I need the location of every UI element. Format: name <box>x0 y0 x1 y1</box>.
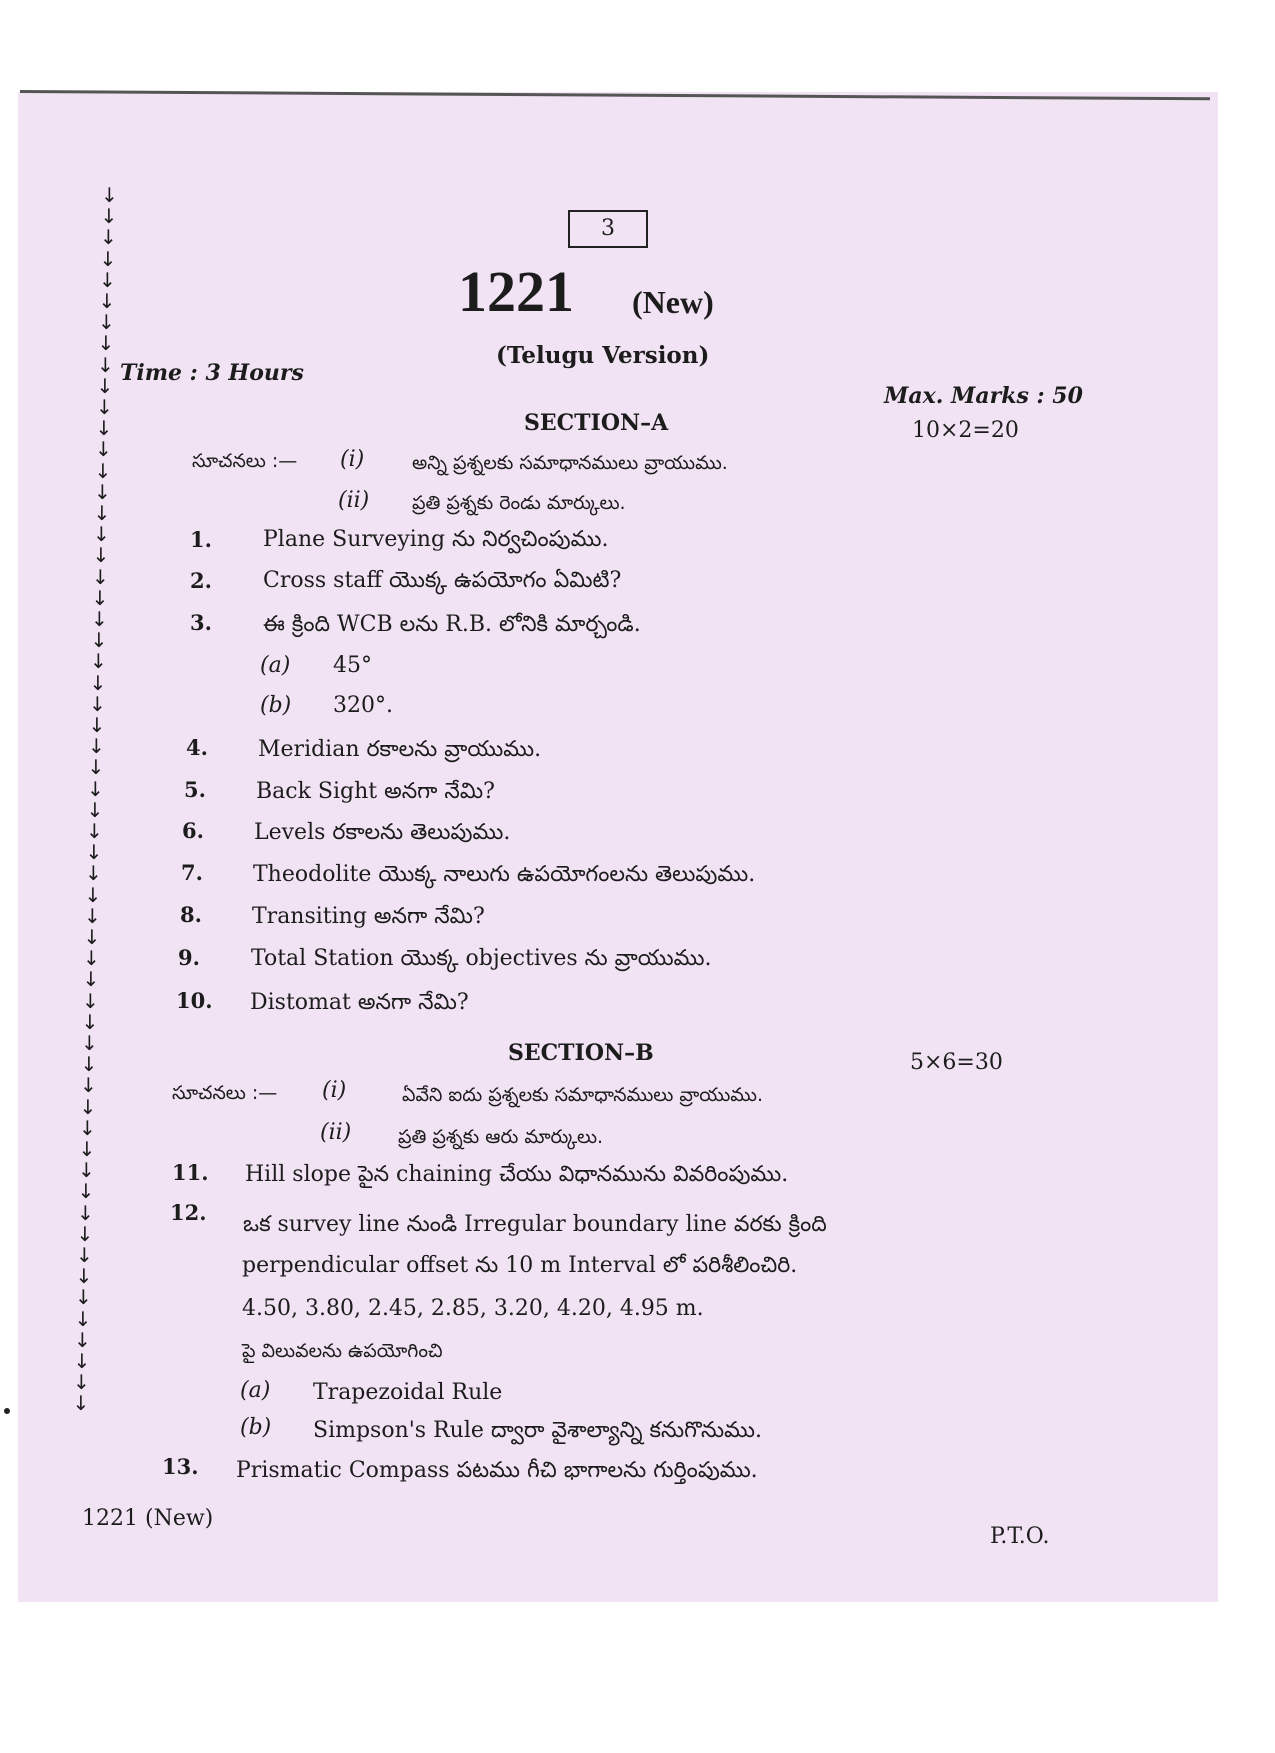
question-12a-label: (a) <box>240 1378 271 1403</box>
margin-arrow-icon: ↓ <box>85 861 102 886</box>
section-a-instructions-label: సూచనలు :— <box>192 450 298 472</box>
margin-arrow-icon: ↓ <box>88 734 105 759</box>
margin-arrow-icon: ↓ <box>98 289 116 313</box>
margin-arrow-icon: ↓ <box>86 797 104 822</box>
question-9: Total Station యొక్క objectives ను వ్రాయుము. <box>251 946 712 971</box>
margin-arrow-icon: ↓ <box>82 967 100 992</box>
version-label: (Telugu Version) <box>496 342 710 369</box>
question-number: 8. <box>180 902 202 927</box>
question-number: 1. <box>190 527 212 552</box>
question-7: Theodolite యొక్క నాలుగు ఉపయోగంలను తెలుపుము. <box>253 862 756 887</box>
question-number: 10. <box>176 988 213 1013</box>
paper-suffix: (New) <box>632 284 714 320</box>
margin-arrow-icon: ↓ <box>83 946 100 971</box>
paper-code: 1221 <box>458 259 574 324</box>
section-b-instruction-1: ఏవేని ఐదు ప్రశ్నలకు సమాధానములు వ్రాయుము. <box>402 1084 764 1106</box>
margin-arrow-icon: ↓ <box>80 1073 97 1098</box>
section-b-title: SECTION–B <box>508 1040 654 1066</box>
margin-arrow-icon: ↓ <box>91 607 108 631</box>
question-12-values: 4.50, 3.80, 2.45, 2.85, 3.20, 4.20, 4.95 m. <box>242 1296 704 1321</box>
margin-arrow-icon: ↓ <box>90 649 107 674</box>
question-12b: Simpson's Rule ద్వారా వైశాల్యాన్ని కనుగొనుము. <box>313 1418 762 1443</box>
question-number: 9. <box>178 945 200 970</box>
margin-arrow-icon: ↓ <box>90 628 108 653</box>
section-a-instruction-1-number: (i) <box>340 447 365 472</box>
margin-arrow-icon: ↓ <box>74 1327 91 1352</box>
question-3b: 320°. <box>333 693 393 718</box>
margin-arrow-icon: ↓ <box>99 246 117 271</box>
question-number: 2. <box>190 568 212 593</box>
section-a-instruction-2: ప్రతి ప్రశ్నకు రెండు మార్కులు. <box>412 492 626 514</box>
margin-arrow-icon: ↓ <box>97 331 115 356</box>
question-number: 3. <box>190 610 212 635</box>
margin-arrow-icon: ↓ <box>88 713 106 737</box>
question-8: Transiting అనగా నేమి? <box>252 904 485 929</box>
question-12-line-4: పై విలువలను ఉపయోగించి <box>242 1340 443 1362</box>
margin-arrow-icon: ↓ <box>78 1137 96 1161</box>
margin-arrow-icon: ↓ <box>87 755 105 780</box>
question-number: 7. <box>181 860 203 885</box>
margin-arrow-icon: ↓ <box>78 1158 95 1183</box>
margin-arrow-icon: ↓ <box>97 352 114 377</box>
margin-arrow-icon: ↓ <box>91 585 109 610</box>
section-a-marks: 10×2=20 <box>912 418 1019 443</box>
margin-arrow-icon: ↓ <box>76 1243 93 1267</box>
margin-arrow-icon: ↓ <box>100 225 117 250</box>
margin-arrow-icon: ↓ <box>81 1009 99 1034</box>
margin-arrow-icon: ↓ <box>94 458 112 483</box>
section-b-instruction-1-number: (i) <box>322 1078 347 1103</box>
margin-arrow-icon: ↓ <box>81 1031 98 1055</box>
margin-arrow-icon: ↓ <box>92 543 110 568</box>
time-label: Time : 3 Hours <box>120 360 304 386</box>
question-number: 6. <box>182 818 204 843</box>
margin-arrow-icon: ↓ <box>86 819 103 843</box>
section-a-instruction-2-number: (ii) <box>338 488 370 513</box>
margin-arrow-icon: ↓ <box>95 416 113 441</box>
footer-paper-code: 1221 (New) <box>82 1506 214 1531</box>
margin-arrow-icon: ↓ <box>85 840 103 865</box>
margin-arrow-icon: ↓ <box>101 183 118 207</box>
margin-arrow-icon: ↓ <box>94 479 111 504</box>
question-10: Distomat అనగా నేమి? <box>250 990 469 1015</box>
footer-pto: P.T.O. <box>990 1524 1050 1549</box>
question-number: 12. <box>170 1200 207 1225</box>
margin-arrow-icon: ↓ <box>79 1094 97 1119</box>
section-b-instructions-label: సూచనలు :— <box>172 1082 278 1104</box>
section-b-instruction-2: ప్రతి ప్రశ్నకు ఆరు మార్కులు. <box>398 1126 604 1148</box>
question-number: 4. <box>186 735 208 760</box>
question-11: Hill slope పైన chaining చేయు విధానమును వివరింపుము. <box>245 1162 789 1187</box>
exam-sheet <box>18 92 1218 1602</box>
question-2: Cross staff యొక్క ఉపయోగం ఏమిటి? <box>263 568 622 593</box>
margin-arrow-icon: ↓ <box>74 1306 92 1331</box>
margin-arrow-icon: ↓ <box>92 564 109 589</box>
margin-arrow-icon: ↓ <box>84 882 102 907</box>
section-a-title: SECTION–A <box>524 410 669 436</box>
question-12-line-2: perpendicular offset ను 10 m Interval లో పరిశీలించిరి. <box>242 1253 798 1278</box>
margin-arrow-icon: ↓ <box>96 373 114 398</box>
margin-arrow-icon: ↓ <box>73 1370 90 1395</box>
question-3a: 45° <box>333 653 372 678</box>
margin-arrow-icon: ↓ <box>89 691 106 716</box>
margin-arrow-icon: ↓ <box>96 395 113 419</box>
question-5: Back Sight అనగా నేమి? <box>256 779 495 804</box>
margin-arrow-icon: ↓ <box>98 310 115 335</box>
margin-arrow-icon: ↓ <box>80 1052 98 1077</box>
question-3a-label: (a) <box>260 653 291 678</box>
question-1: Plane Surveying ను నిర్వచింపుము. <box>263 527 609 552</box>
margin-arrow-icon: ↓ <box>82 988 99 1013</box>
margin-arrow-icon: ↓ <box>93 522 110 547</box>
question-13: Prismatic Compass పటము గీచి భాగాలను గుర్తింపుము. <box>236 1458 758 1483</box>
margin-arrow-icon: ↓ <box>95 437 112 462</box>
margin-arrow-icon: ↓ <box>87 776 104 801</box>
max-marks-label: Max. Marks : 50 <box>884 383 1083 409</box>
question-12b-label: (b) <box>240 1415 272 1440</box>
margin-arrow-icon: ↓ <box>77 1179 95 1204</box>
margin-arrow-icon: ↓ <box>93 501 111 525</box>
question-number: 13. <box>162 1454 199 1479</box>
question-number: 11. <box>172 1160 209 1185</box>
section-b-instruction-2-number: (ii) <box>320 1120 352 1145</box>
question-4: Meridian రకాలను వ్రాయుము. <box>258 737 542 762</box>
section-a-instruction-1: అన్ని ప్రశ్నలకు సమాధానములు వ్రాయుము. <box>412 452 728 474</box>
question-number: 5. <box>184 777 206 802</box>
margin-arrow-icon: ↓ <box>83 925 101 949</box>
margin-arrow-icon: ↓ <box>84 903 101 928</box>
margin-dot <box>4 1408 10 1414</box>
margin-arrow-icon: ↓ <box>89 670 107 695</box>
margin-arrow-icon: ↓ <box>72 1391 90 1416</box>
question-12-line-1: ఒక survey line నుండి Irregular boundary line వరకు క్రింది <box>243 1212 827 1237</box>
margin-arrow-icon: ↓ <box>79 1115 96 1140</box>
margin-arrow-icon: ↓ <box>75 1264 93 1289</box>
section-b-marks: 5×6=30 <box>910 1050 1003 1075</box>
margin-arrow-icon: ↓ <box>77 1200 94 1225</box>
question-3b-label: (b) <box>260 693 292 718</box>
page-number-box: 3 <box>568 210 648 248</box>
margin-arrow-icon: ↓ <box>73 1349 91 1373</box>
question-12a: Trapezoidal Rule <box>313 1380 503 1405</box>
margin-arrow-icon: ↓ <box>76 1221 94 1246</box>
margin-arrow-icon: ↓ <box>75 1285 92 1310</box>
question-6: Levels రకాలను తెలుపుము. <box>254 820 511 845</box>
margin-arrow-icon: ↓ <box>100 204 118 229</box>
question-3: ఈ క్రింది WCB లను R.B. లోనికి మార్చండి. <box>263 612 641 637</box>
margin-arrow-icon: ↓ <box>99 267 116 292</box>
